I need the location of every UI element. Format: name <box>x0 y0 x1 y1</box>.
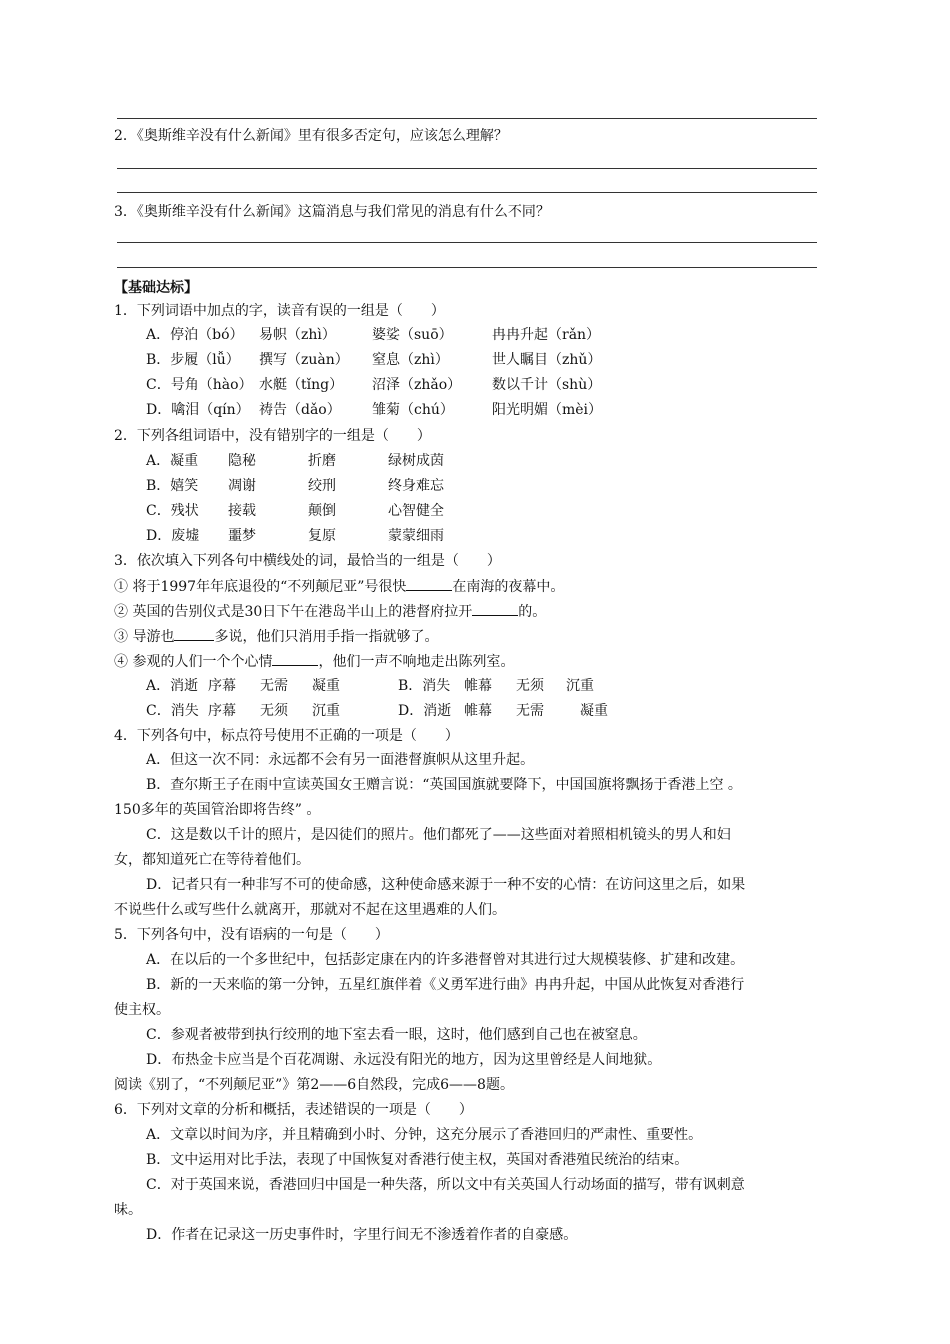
question-5-option-b-cont: 使主权。 <box>114 1002 170 1018</box>
question-6-option-a: A．文章以时间为序，并且精确到小时、分钟，这充分展示了香港回归的严肃性、重要性。 <box>146 1127 703 1143</box>
question-2-option-c: C．残状 接载 颠倒 心智健全 <box>146 503 444 519</box>
question-6-option-c-cont: 味。 <box>114 1202 142 1218</box>
section-title: 【基础达标】 <box>114 280 198 296</box>
fill-blank <box>272 651 318 666</box>
fill-blank <box>174 626 214 641</box>
question-6-option-d: D．作者在记录这一历史事件时，字里行间无不渗透着作者的自豪感。 <box>146 1227 578 1243</box>
question-5-option-a: A．在以后的一个多世纪中，包括彭定康在内的许多港督曾对其进行过大规模装修、扩建和改建。 <box>146 952 745 968</box>
question-1-option-c: C．号角（hào） 水艇（tǐng） 沼泽（zhǎo） 数以千计（shù） <box>146 377 602 393</box>
answer-line <box>117 168 817 169</box>
question-2-stem: 2．下列各组词语中，没有错别字的一组是（ ） <box>114 428 431 444</box>
reflection-question-3: 3．《奥斯维辛没有什么新闻》这篇消息与我们常见的消息有什么不同？ <box>114 204 550 220</box>
question-1-option-a: A．停泊（bó） 易帜（zhì） 婆娑（suō） 冉冉升起（rǎn） <box>146 327 601 343</box>
question-1-option-b: B．步履（lǚ） 撰写（zuàn） 窒息（zhì） 世人瞩目（zhǔ） <box>146 352 602 368</box>
question-4-option-a: A．但这一次不同：永远都不会有另一面港督旗帜从这里升起。 <box>146 752 535 768</box>
question-4-option-b-cont: 150多年的英国管治即将告终” 。 <box>114 802 321 818</box>
question-5-option-d: D．布热金卡应当是个百花凋谢、永远没有阳光的地方，因为这里曾经是人间地狱。 <box>146 1052 662 1068</box>
question-3-sentence-4: ④ 参观的人们一个个心情 ，他们一声不响地走出陈列室。 <box>114 651 514 672</box>
question-4-option-d: D．记者只有一种非写不可的使命感，这种使命感来源于一种不安的心情：在访问这里之后，如果 <box>146 877 746 893</box>
question-3-options-ab: A．消逝 序幕 无需 凝重 B．消失 帷幕 无须 沉重 <box>146 678 594 694</box>
question-3-stem: 3．依次填入下列各句中横线处的词，最恰当的一组是（ ） <box>114 553 501 569</box>
answer-line <box>117 118 817 119</box>
question-4-option-d-cont: 不说些什么或写些什么就离开，那就对不起在这里遇难的人们。 <box>114 902 506 918</box>
question-4-option-c-cont: 女，都知道死亡在等待着他们。 <box>114 852 310 868</box>
question-1-stem: 1．下列词语中加点的字，读音有误的一组是（ ） <box>114 303 445 319</box>
question-3-sentence-3: ③ 导游也 多说，他们只消用手指一指就够了。 <box>114 626 438 647</box>
question-6-option-c: C．对于英国来说，香港回归中国是一种失落，所以文中有关英国人行动场面的描写，带有讽刺意 <box>146 1177 745 1193</box>
question-3-sentence-2: ② 英国的告别仪式是30日下午在港岛半山上的港督府拉开 的。 <box>114 601 546 622</box>
question-1-option-d: D．噙泪（qín） 祷告（dǎo） 雏菊（chú） 阳光明媚（mèi） <box>146 402 603 418</box>
answer-line <box>117 192 817 193</box>
question-5-stem: 5．下列各句中，没有语病的一句是（ ） <box>114 927 389 943</box>
question-3-options-cd: C．消失 序幕 无须 沉重 D．消逝 帷幕 无需 凝重 <box>146 703 608 719</box>
question-2-option-a: A．凝重 隐秘 折磨 绿树成茵 <box>146 453 444 469</box>
fill-blank <box>406 576 452 591</box>
question-4-option-c: C．这是数以千计的照片，是囚徒们的照片。他们都死了——这些面对着照相机镜头的男人和妇 <box>146 827 731 843</box>
question-3-sentence-1: ① 将于1997年年底退役的“不列颠尼亚”号很快 在南海的夜幕中。 <box>114 576 564 597</box>
question-4-stem: 4．下列各句中，标点符号使用不正确的一项是（ ） <box>114 728 459 744</box>
question-2-option-b: B．嬉笑 凋谢 绞刑 终身难忘 <box>146 478 444 494</box>
question-6-stem: 6．下列对文章的分析和概括，表述错误的一项是（ ） <box>114 1102 473 1118</box>
question-2-option-d: D．废墟 噩梦 复原 蒙蒙细雨 <box>146 528 444 544</box>
answer-line <box>117 242 817 243</box>
reflection-question-2: 2．《奥斯维辛没有什么新闻》里有很多否定句，应该怎么理解？ <box>114 128 508 144</box>
answer-line <box>117 267 817 268</box>
question-6-option-b: B．文中运用对比手法，表现了中国恢复对香港行使主权，英国对香港殖民统治的结束。 <box>146 1152 689 1168</box>
question-5-option-b: B．新的一天来临的第一分钟，五星红旗伴着《义勇军进行曲》冉冉升起，中国从此恢复对香港行 <box>146 977 745 993</box>
fill-blank <box>472 601 518 616</box>
question-5-option-c: C．参观者被带到执行绞刑的地下室去看一眼，这时，他们感到自己也在被窒息。 <box>146 1027 647 1043</box>
question-4-option-b: B．查尔斯王子在雨中宣读英国女王赠言说：“英国国旗就要降下，中国国旗将飘扬于香港上空 。 <box>146 777 742 793</box>
reading-instruction: 阅读《别了，“不列颠尼亚”》第2——6自然段，完成6——8题。 <box>114 1077 514 1093</box>
